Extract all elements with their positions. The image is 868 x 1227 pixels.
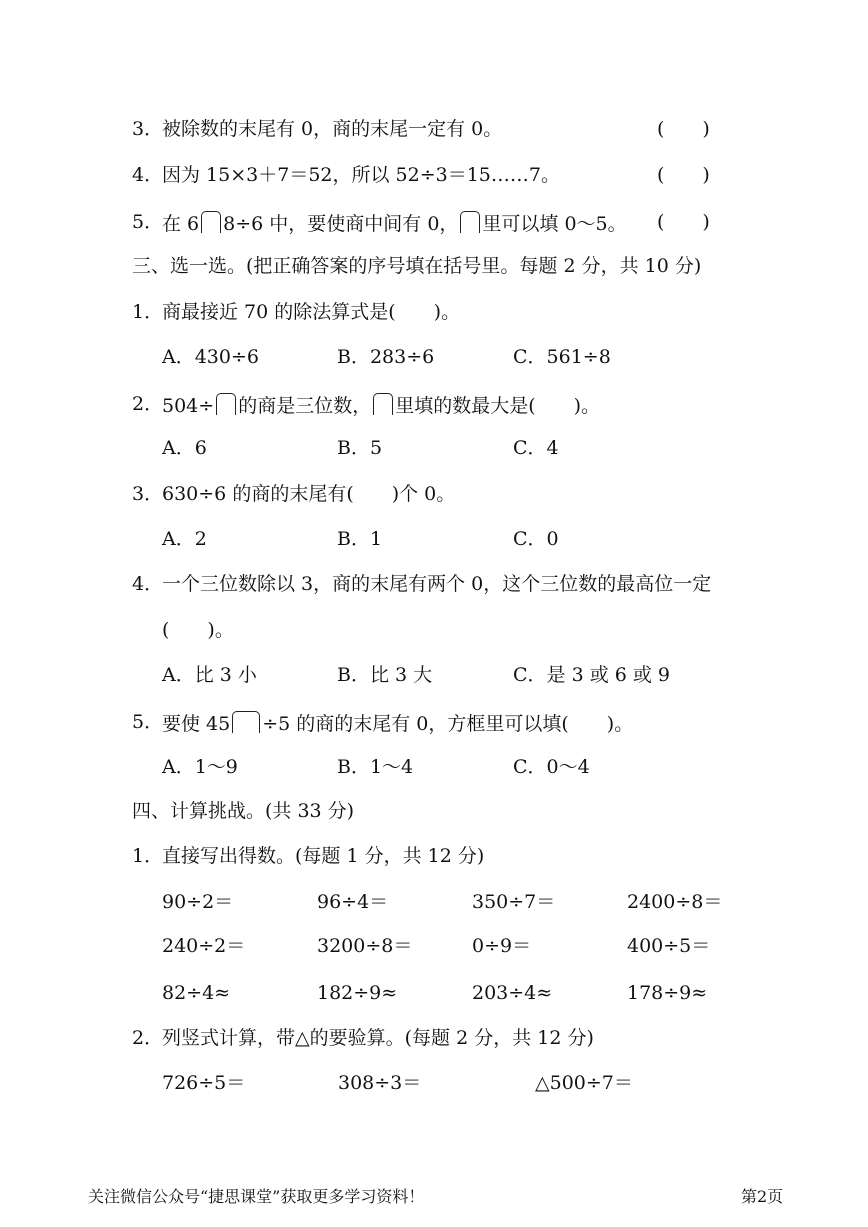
calc-item[interactable]: 3200÷8＝ (317, 935, 413, 957)
choice-q3-number: 3． (132, 483, 164, 505)
calc-q1-number: 1． (132, 845, 164, 867)
calc-item[interactable]: 240÷2＝ (162, 935, 246, 957)
choice-q3-option-b[interactable]: B．1 (337, 528, 383, 550)
judge-q5-post: 里可以填 0～5。 (482, 213, 627, 235)
section3-title: 三、选一选。(把正确答案的序号填在括号里。每题 2 分，共 10 分) (132, 255, 702, 277)
digit-box[interactable] (201, 211, 221, 233)
choice-q1-option-c[interactable]: C．561÷8 (513, 346, 611, 368)
choice-q3-option-a[interactable]: A．2 (162, 528, 207, 550)
choice-q4-option-b[interactable]: B．比 3 大 (337, 664, 433, 686)
choice-q1-option-b[interactable]: B．283÷6 (337, 346, 435, 368)
choice-q1-option-a[interactable]: A．430÷6 (162, 346, 259, 368)
calc-item[interactable]: 726÷5＝ (162, 1072, 246, 1094)
calc-item[interactable]: 350÷7＝ (472, 891, 556, 913)
choice-q5-text (162, 711, 633, 735)
judge-q5-mid: 8÷6 中，要使商中间有 0， (223, 213, 459, 235)
calc-item[interactable]: 90÷2＝ (162, 891, 234, 913)
calc-item[interactable]: 203÷4≈ (472, 982, 553, 1004)
calc-item[interactable]: 178÷9≈ (627, 982, 708, 1004)
choice-q4-option-c[interactable]: C．是 3 或 6 或 9 (513, 664, 671, 686)
calc-item[interactable]: 2400÷8＝ (627, 891, 723, 913)
choice-q5-option-a[interactable]: A．1～9 (162, 756, 238, 778)
calc-item[interactable]: △500÷7＝ (535, 1072, 633, 1094)
digit-box-reference (460, 211, 480, 233)
choice-q1-number: 1． (132, 301, 164, 323)
calc-item[interactable]: 308÷3＝ (338, 1072, 422, 1094)
calc-item[interactable]: 0÷9＝ (472, 935, 532, 957)
choice-q2-option-b[interactable]: B．5 (337, 437, 383, 459)
choice-q3-option-c[interactable]: C．0 (513, 528, 559, 550)
calc-q2-number: 2． (132, 1027, 164, 1049)
judge-q4-text: 因为 15×3＋7＝52，所以 52÷3＝15……7。 (162, 164, 560, 186)
choice-q2-mid: 的商是三位数， (238, 395, 372, 417)
choice-q2-option-c[interactable]: C．4 (513, 437, 559, 459)
judge-q5-pre: 在 6 (162, 213, 200, 235)
digit-box-reference (373, 393, 393, 415)
calc-item[interactable]: 182÷9≈ (317, 982, 398, 1004)
choice-q3-text: 630÷6 的商的末尾有( )个 0。 (162, 483, 456, 505)
choice-q5-pre: 要使 45 (162, 713, 231, 735)
choice-q2-option-a[interactable]: A．6 (162, 437, 207, 459)
judge-q5-text (162, 211, 627, 235)
judge-q3-text: 被除数的末尾有 0，商的末尾一定有 0。 (162, 118, 503, 140)
choice-q2-post: 里填的数最大是( )。 (395, 395, 601, 417)
choice-q4-text-continued: ( )。 (162, 619, 234, 641)
choice-q4-number: 4． (132, 573, 164, 595)
choice-q2-pre: 504÷ (162, 395, 215, 417)
choice-q5-number: 5． (132, 711, 164, 733)
choice-q5-post: ÷5 的商的末尾有 0，方框里可以填( )。 (262, 713, 634, 735)
digit-box[interactable] (216, 393, 236, 415)
choice-q4-option-a[interactable]: A．比 3 小 (162, 664, 257, 686)
section4-title: 四、计算挑战。(共 33 分) (132, 800, 355, 822)
judge-q4-number: 4． (132, 164, 164, 186)
choice-q2-text (162, 393, 600, 417)
choice-q2-number: 2． (132, 393, 164, 415)
judge-q3-answer-paren[interactable]: ( ) (657, 118, 710, 140)
calc-q2-text: 列竖式计算，带△的要验算。(每题 2 分，共 12 分) (162, 1027, 594, 1049)
calc-item[interactable]: 82÷4≈ (162, 982, 231, 1004)
choice-q5-option-b[interactable]: B．1～4 (337, 756, 414, 778)
choice-q5-option-c[interactable]: C．0～4 (513, 756, 590, 778)
choice-q4-text: 一个三位数除以 3，商的末尾有两个 0，这个三位数的最高位一定 (162, 573, 712, 595)
digit-box[interactable] (232, 711, 260, 733)
calc-q1-text: 直接写出得数。(每题 1 分，共 12 分) (162, 845, 485, 867)
footer-promo-text: 关注微信公众号“捷思课堂”获取更多学习资料！ (88, 1187, 425, 1206)
judge-q4-answer-paren[interactable]: ( ) (657, 164, 710, 186)
calc-item[interactable]: 400÷5＝ (627, 935, 711, 957)
calc-item[interactable]: 96÷4＝ (317, 891, 389, 913)
judge-q5-answer-paren[interactable]: ( ) (657, 211, 710, 233)
judge-q5-number: 5． (132, 211, 164, 233)
choice-q1-text: 商最接近 70 的除法算式是( )。 (162, 301, 461, 323)
page-number: 第2页 (741, 1187, 784, 1206)
judge-q3-number: 3． (132, 118, 164, 140)
